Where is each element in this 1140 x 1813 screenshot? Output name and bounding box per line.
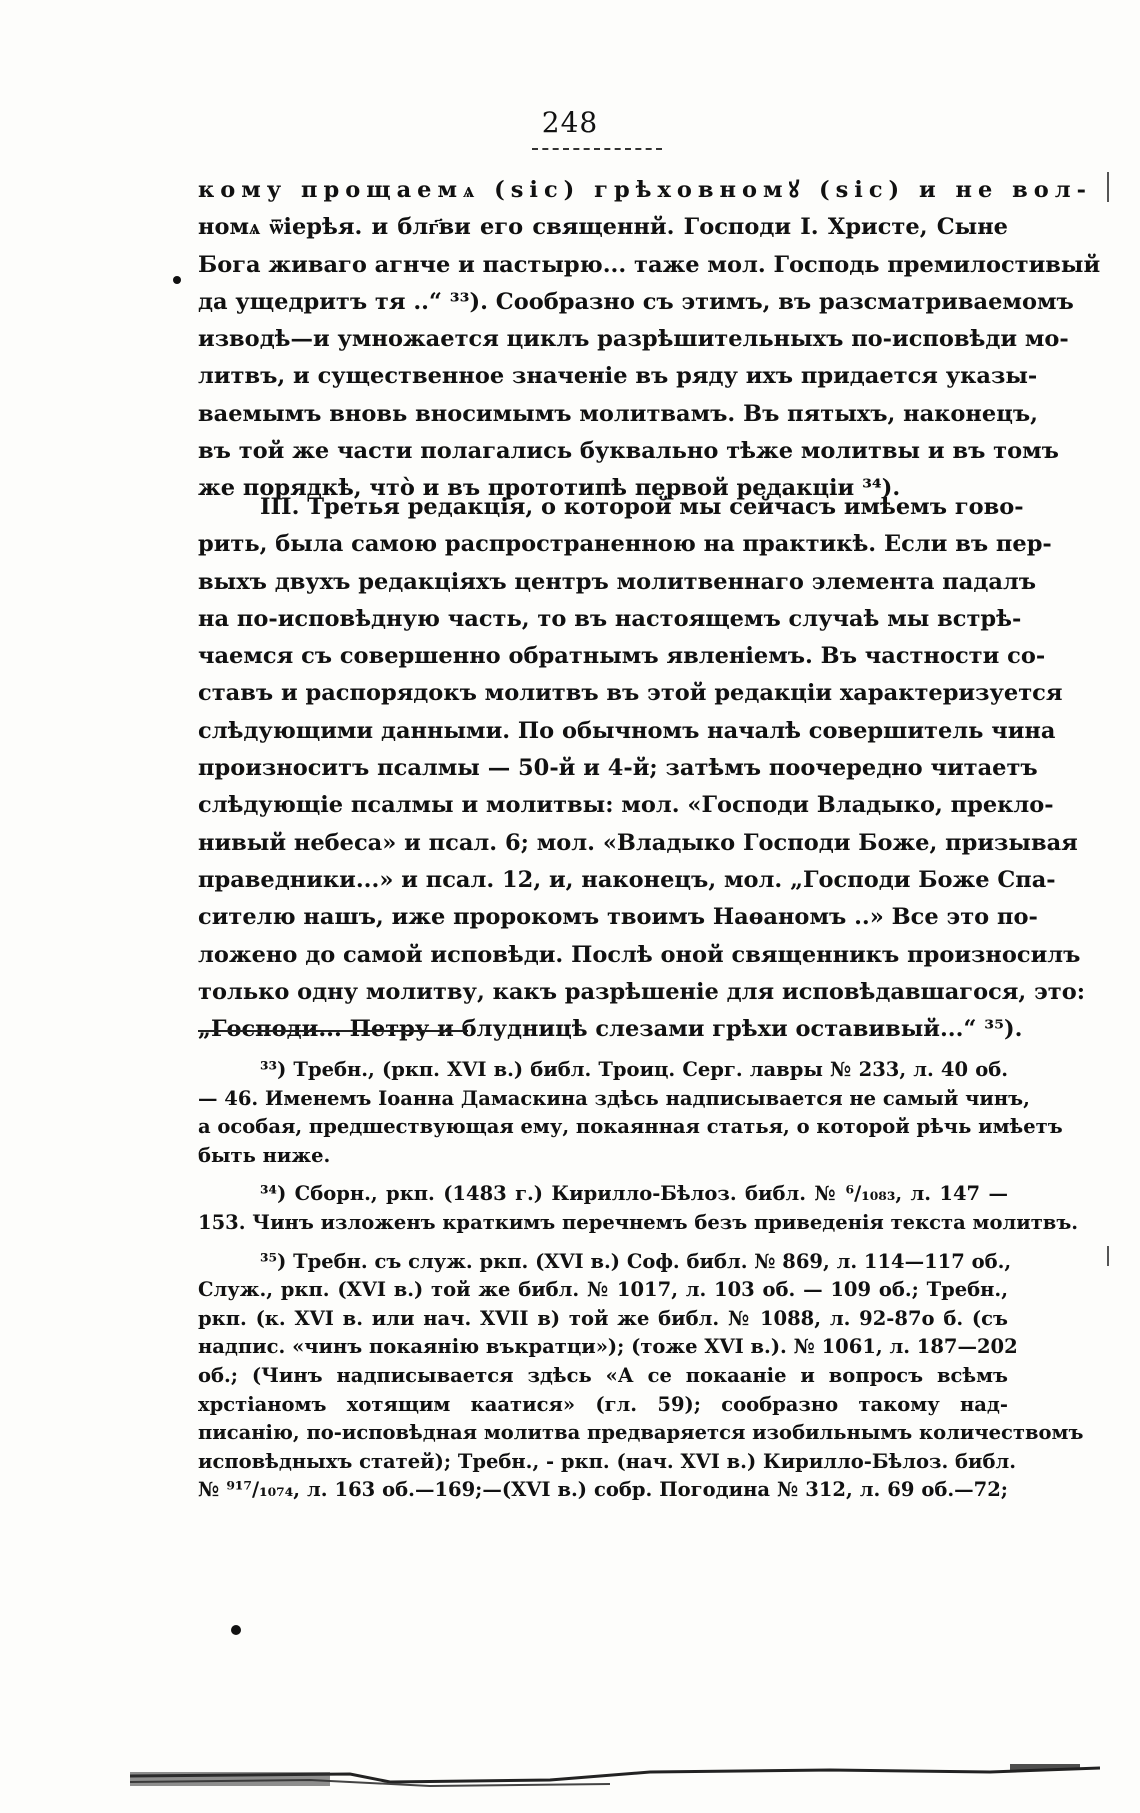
text-line: чаемся съ совершенно обратнымъ явленіемъ. Въ частности со-: [198, 643, 1046, 670]
footnote-line: ³³) Требн., (ркп. XVI в.) библ. Троиц. Серг. лавры № 233, л. 40 об.: [260, 1058, 1008, 1081]
text-line: III. Третья редакція, о которой мы сейчасъ имѣемъ гово-: [260, 494, 1024, 520]
footnotes: [198, 1056, 1084, 1515]
footnote-separator: [198, 1030, 468, 1032]
footnote-35: [198, 1248, 1084, 1505]
footnote-line: надпис. «чинъ покаянію въкратци»); (тоже XVI в.). № 1061, л. 187—202: [198, 1335, 1018, 1359]
text-line: Бога живаго агнче и пастырю... таже мол. Господь премилостивый: [198, 251, 1101, 278]
paragraph-continuation: [198, 172, 1101, 508]
text-line: же порядкѣ, что̀ и въ прототипѣ первой редакціи ³⁴).: [198, 475, 901, 502]
text-line: нивый небеса» и псал. 6; мол. «Владыко Господи Боже, призывая: [198, 829, 1078, 856]
text-line: только одну молитву, какъ разрѣшеніе для исповѣдавшагося, это:: [198, 978, 1086, 1005]
footnote-line: 153. Чинъ изложенъ краткимъ перечнемъ безъ приведенія текста молитвъ.: [198, 1210, 1079, 1234]
footnote-line: исповѣдныхъ статей); Требн., - ркп. (нач. XVI в.) Кирилло-Бѣлоз. библ.: [198, 1449, 1017, 1473]
text-line: праведники...» и псал. 12, и, наконецъ, мол. „Господи Боже Спа-: [198, 866, 1056, 893]
footnote-line: Служ., ркп. (XVI в.) той же библ. № 1017, л. 103 об. — 109 об.; Требн.,: [198, 1278, 1008, 1302]
scan-margin-mark: [1107, 1246, 1109, 1266]
text-line: произноситъ псалмы — 50-й и 4-й; затѣмъ поочередно читаетъ: [198, 755, 1038, 782]
scan-edge-artifact: [130, 1762, 1100, 1788]
footnote-line: а особая, предшествующая ему, покаянная статья, о которой рѣчь имѣетъ: [198, 1115, 1063, 1139]
text-line: ваемымъ вновь вносимымъ молитвамъ. Въ пятыхъ, наконецъ,: [198, 400, 1038, 427]
page-number-underline: [532, 148, 662, 150]
text-line: литвъ, и существенное значеніе въ ряду ихъ придается указы-: [198, 363, 1038, 390]
scan-margin-mark: [1107, 172, 1109, 202]
footnote-line: писанію, по-исповѣдная молитва предваряется изобильнымъ количествомъ: [198, 1421, 1084, 1445]
text-line: „Господи... Петру и блудницѣ слезами грѣхи оставивый...“ ³⁵).: [198, 1016, 1023, 1043]
text-line: ложено до самой исповѣди. Послѣ оной священникъ произносилъ: [198, 941, 1081, 968]
text-line: номѧ ѿіерѣя. и блг҃ви его священнй. Господи І. Христе, Сыне: [198, 214, 1008, 241]
text-line: въ той же части полагались буквально тѣже молитвы и въ томъ: [198, 438, 1059, 465]
footnote-line: ркп. (к. XVI в. или нач. XVII в) той же библ. № 1088, л. 92-87о б. (съ: [198, 1306, 1008, 1330]
footnote-line: ³⁵) Требн. съ служ. ркп. (XVI в.) Соф. библ. № 869, л. 114—117 об.,: [260, 1249, 1012, 1273]
footnote-33: [198, 1056, 1063, 1170]
footnote-line: ³⁴) Сборн., ркп. (1483 г.) Кирилло-Бѣлоз. библ. № ⁶/₁₀₈₃, л. 147 —: [260, 1182, 1008, 1206]
footnote-line: хрстіаномъ хотящим каатися» (гл. 59); сообразно такому над-: [198, 1392, 1008, 1416]
text-line: слѣдующими данными. По обычномъ началѣ совершитель чина: [198, 717, 1056, 744]
text-line: рить, была самою распространенною на практикѣ. Если въ пер-: [198, 531, 1052, 558]
paragraph-third-redaction: [198, 489, 1086, 1048]
footnote-line: об.; (Чинъ надписывается здѣсь «А се покааніе и вопросъ всѣмъ: [198, 1363, 1008, 1387]
footnote-line: быть ниже.: [198, 1143, 331, 1167]
text-line: на по-исповѣдную часть, то въ настоящемъ случаѣ мы встрѣ-: [198, 605, 1022, 632]
text-line: ставъ и распорядокъ молитвъ въ этой редакціи характеризуется: [198, 680, 1063, 707]
page-number: 248: [541, 106, 599, 139]
scan-speck: [231, 1625, 241, 1635]
footnote-line: — 46. Именемъ Іоанна Дамаскина здѣсь надписывается не самый чинъ,: [198, 1086, 1030, 1110]
text-line: кому прощаемѧ (sic) грѣховномꙋ (sic) и не вол-: [198, 177, 1092, 203]
text-line: слѣдующіе псалмы и молитвы: мол. «Господи Владыко, прекло-: [198, 792, 1054, 819]
footnote-line: № ⁹¹⁷/₁₀₇₄, л. 163 об.—169;—(XVI в.) собр. Погодина № 312, л. 69 об.—72;: [198, 1478, 1008, 1502]
text-line: изводѣ—и умножается циклъ разрѣшительныхъ по-исповѣди мо-: [198, 326, 1069, 353]
text-line: да ущедритъ тя ..“ ³³). Сообразно съ этимъ, въ разсматриваемомъ: [198, 288, 1074, 315]
text-line: сителю нашъ, иже пророкомъ твоимъ Наѳаномъ ..» Все это по-: [198, 904, 1038, 931]
scan-edge-artifact-graphic: [130, 1762, 1100, 1788]
text-line: выхъ двухъ редакціяхъ центръ молитвеннаго элемента падалъ: [198, 568, 1037, 595]
scan-speck: [173, 276, 181, 284]
footnote-34: [198, 1180, 1079, 1237]
